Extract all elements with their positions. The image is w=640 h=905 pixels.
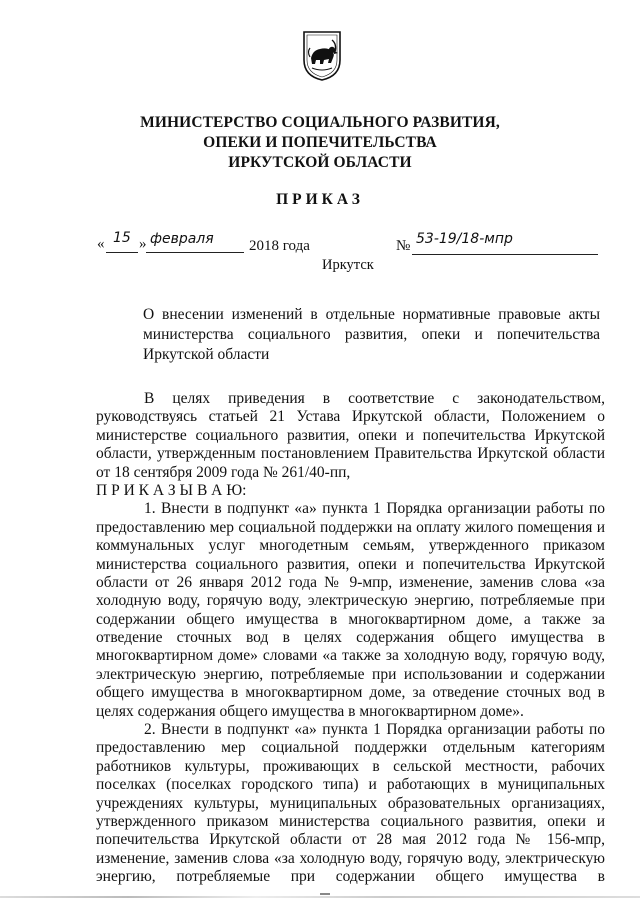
body-line: целях содержания общего имущества в многоквартирном доме». xyxy=(96,702,524,720)
body-line: многоквартирном доме» словами «а также за холодную воду, горячую воду, xyxy=(96,647,605,665)
open-quote: « xyxy=(97,236,105,252)
scan-edge-line xyxy=(0,896,640,898)
order-title: ПРИКАЗ xyxy=(276,191,364,208)
handwritten-month: февраля xyxy=(150,231,214,247)
body-line: предоставлению мер социальной поддержки отдельным категориям xyxy=(96,739,605,757)
coat-of-arms-emblem xyxy=(302,30,342,82)
ministry-name-line-1: МИНИСТЕРСТВО СОЦИАЛЬНОГО РАЗВИТИЯ, xyxy=(140,114,500,131)
body-line: коммунальных услуг многодетным семьям, утвержденного приказом xyxy=(96,537,605,555)
handwritten-number: 53-19/18-мпр xyxy=(416,231,513,247)
body-line: энергию, потребляемые при содержании общего имущества в xyxy=(96,868,605,886)
order-body xyxy=(96,390,605,887)
body-line: 2. Внести в подпункт «а» пункта 1 Порядка организации работы по xyxy=(144,721,605,739)
body-line: отведение сточных вод в целях содержания общего имущества в xyxy=(96,629,605,647)
body-line: утвержденного приказом министерства социального развития, опеки и xyxy=(96,812,605,830)
handwritten-day: 15 xyxy=(113,230,131,246)
city: Иркутск xyxy=(322,257,374,273)
body-line: работников культуры, проживающих в сельской местности, рабочих xyxy=(96,757,605,775)
body-line: руководствуясь статьей 21 Устава Иркутской области, Положением о xyxy=(96,408,605,426)
body-line: изменение, заменив слова «за холодную воду, горячую воду, электрическую xyxy=(96,849,605,867)
body-line: 1. Внести в подпункт «а» пункта 1 Порядка организации работы по xyxy=(144,500,605,518)
body-line: содержании общего имущества в многоквартирном доме, а также за xyxy=(96,610,605,628)
order-subject: О внесении изменений в отдельные нормативные правовые акты министерства социального развития, опеки и попечительства Иркутской области xyxy=(143,306,600,363)
body-line: В целях приведения в соответствие с законодательством, xyxy=(144,390,605,407)
scan-artifact xyxy=(320,893,330,895)
ministry-name xyxy=(120,113,520,173)
body-line: министерстве социального развития, опеки и попечительства Иркутской xyxy=(96,426,605,444)
body-line: министерства социального развития, опеки и попечительства Иркутской xyxy=(96,555,605,573)
year-text: 2018 года xyxy=(249,238,310,254)
ministry-name-line-3: ИРКУТСКОЙ ОБЛАСТИ xyxy=(228,154,412,171)
body-line: области от 26 января 2012 года № 9-мпр, изменение, заменив слова «за xyxy=(96,573,605,591)
body-line: холодную воду, горячую воду, электрическую энергию, потребляемые при xyxy=(96,592,605,610)
body-line: электрическую энергию, потребляемые при использовании и содержании xyxy=(96,665,605,683)
number-label: № xyxy=(396,238,411,254)
body-line: области, утвержденным постановлением Правительства Иркутской области xyxy=(96,445,605,463)
ministry-name-line-2: ОПЕКИ И ПОПЕЧИТЕЛЬСТВА xyxy=(203,134,437,151)
body-line-prikazyvayu: П Р И К А З Ы В А Ю: xyxy=(96,481,247,499)
body-line: от 18 сентября 2009 года № 261/40-пп, xyxy=(96,463,351,481)
body-line: предоставлению мер социальной поддержки на оплату жилого помещения и xyxy=(96,518,605,536)
body-line: попечительства Иркутской области от 28 мая 2012 года № 156-мпр, xyxy=(96,831,605,849)
body-line: общего имущества в многоквартирном доме, за отведение сточных вод в xyxy=(96,684,605,702)
body-line: поселках (поселках городского типа) и работающих в муниципальных xyxy=(96,776,605,794)
body-line: учреждениях культуры, муниципальных образовательных организациях, xyxy=(96,794,605,812)
close-quote: » xyxy=(139,236,147,252)
